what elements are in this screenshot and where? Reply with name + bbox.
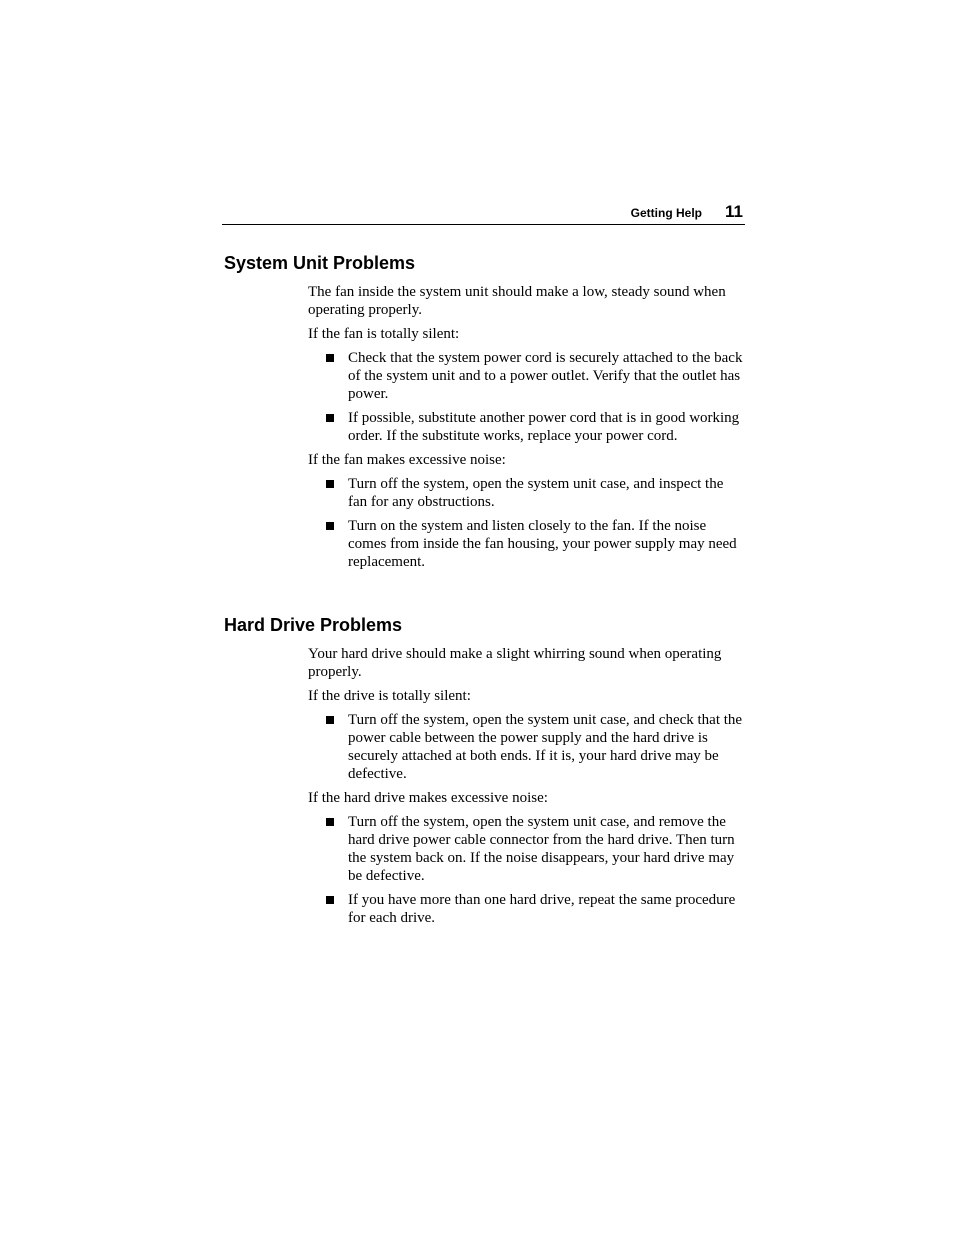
running-header-section-title: Getting Help: [630, 206, 702, 220]
list-item-text: If you have more than one hard drive, repeat the same procedure for each drive.: [348, 892, 736, 926]
square-bullet-icon: [326, 414, 334, 422]
bullet-list: [308, 475, 744, 571]
section-heading-system-unit-problems: System Unit Problems: [224, 253, 416, 273]
list-item-text: Turn off the system, open the system unit case, and inspect the fan for any obstructions.: [348, 476, 724, 510]
bullet-list: [308, 711, 744, 783]
square-bullet-icon: [326, 522, 334, 530]
list-item: [308, 517, 744, 571]
square-bullet-icon: [326, 716, 334, 724]
list-item-text: Turn off the system, open the system unit case, and check that the power cable between the power supply and the hard drive is securely attached at both ends. If it is, your hard drive may be defective.: [348, 712, 743, 782]
square-bullet-icon: [326, 896, 334, 904]
list-item: [308, 813, 744, 885]
bullet-list: [308, 813, 744, 927]
condition-lead: If the drive is totally silent:: [308, 688, 471, 704]
list-item-text: Turn on the system and listen closely to the fan. If the noise comes from inside the fan housing, your power supply may need replacement.: [348, 518, 737, 570]
section-heading-hard-drive-problems: Hard Drive Problems: [224, 615, 403, 635]
list-item: [308, 475, 744, 511]
section-body-hard-drive-problems: [308, 645, 744, 933]
section-body-system-unit-problems: [308, 283, 744, 577]
square-bullet-icon: [326, 818, 334, 826]
square-bullet-icon: [326, 354, 334, 362]
list-item-text: Check that the system power cord is securely attached to the back of the system unit and to a power outlet. Verify that the outlet has power.: [348, 350, 743, 402]
condition-lead: If the fan makes excessive noise:: [308, 452, 506, 468]
bullet-list: [308, 349, 744, 445]
square-bullet-icon: [326, 480, 334, 488]
list-item: [308, 711, 744, 783]
list-item: [308, 349, 744, 403]
list-item-text: If possible, substitute another power cord that is in good working order. If the substitute works, replace your power cord.: [348, 410, 740, 444]
running-header: [222, 200, 745, 225]
intro-paragraph: Your hard drive should make a slight whirring sound when operating properly.: [308, 646, 722, 680]
list-item-text: Turn off the system, open the system unit case, and remove the hard drive power cable connector from the hard drive. Then turn the system back on. If the noise disappears, your hard drive may be defective.: [348, 814, 735, 884]
list-item: [308, 891, 744, 927]
condition-lead: If the hard drive makes excessive noise:: [308, 790, 548, 806]
condition-lead: If the fan is totally silent:: [308, 326, 460, 342]
page-number: 11: [725, 202, 743, 221]
list-item: [308, 409, 744, 445]
intro-paragraph: The fan inside the system unit should make a low, steady sound when operating properly.: [308, 284, 726, 318]
